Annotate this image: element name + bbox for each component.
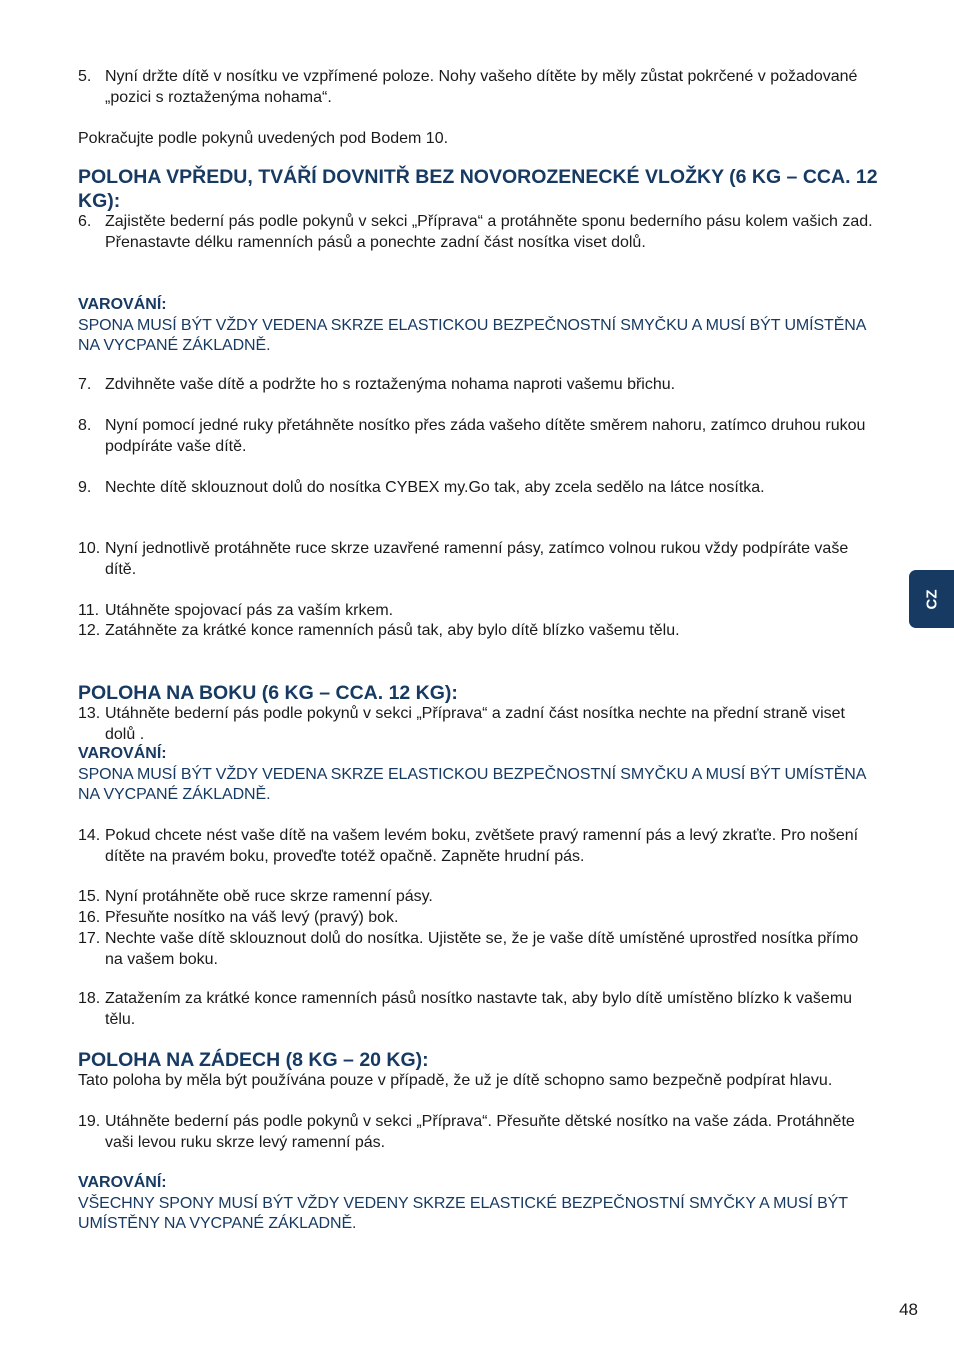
warning-title: VAROVÁNÍ:: [78, 1174, 167, 1191]
page-number: 48: [899, 1300, 918, 1319]
step-text: Zatáhněte za krátké konce ramenních pásů tak, aby bylo dítě blízko vašemu tělu.: [105, 622, 680, 639]
step-11: [78, 601, 878, 622]
step-18: [78, 989, 878, 1030]
warning-1: [78, 295, 878, 357]
step-5: [78, 67, 878, 108]
heading-front-inward: POLOHA VPŘEDU, TVÁŘÍ DOVNITŘ BEZ NOVOROZENECKÉ VLOŽKY (6 KG – CCA. 12 KG):: [78, 166, 878, 212]
language-tab-label: CZ: [923, 589, 940, 609]
step-14: [78, 826, 878, 867]
step-text: Nyní pomocí jedné ruky přetáhněte nosítko přes záda vašeho dítěte směrem nahoru, zatímco druhou rukou podpíráte vaše dítě.: [105, 417, 866, 455]
step-number: 6.: [78, 213, 92, 230]
warning-text: SPONA MUSÍ BÝT VŽDY VEDENA SKRZE ELASTICKOU BEZPEČNOSTNÍ SMYČKU A MUSÍ BÝT UMÍSTĚNA NA VYCPANÉ ZÁKLADNĚ.: [78, 765, 866, 803]
step-text: Utáhněte spojovací pás za vaším krkem.: [105, 602, 394, 619]
step-text: Utáhněte bederní pás podle pokynů v sekci „Příprava“ a zadní část nosítka nechte na přední straně viset dolů .: [105, 705, 845, 743]
step-6: [78, 212, 878, 253]
step-text: Nechte vaše dítě sklouznout dolů do nosítka. Ujistěte se, že je vaše dítě umístěné uprostřed nosítka přímo na vašem boku.: [105, 930, 859, 968]
step-number: 13.: [78, 705, 101, 722]
continue-note: Pokračujte podle pokynů uvedených pod Bodem 10.: [78, 130, 449, 147]
step-text: Nyní protáhněte obě ruce skrze ramenní pásy.: [105, 888, 433, 905]
warning-text: SPONA MUSÍ BÝT VŽDY VEDENA SKRZE ELASTICKOU BEZPEČNOSTNÍ SMYČKU A MUSÍ BÝT UMÍSTĚNA NA VYCPANÉ ZÁKLADNĚ.: [78, 316, 866, 354]
warning-title: VAROVÁNÍ:: [78, 296, 167, 313]
warning-2: [78, 744, 878, 806]
step-number: 8.: [78, 417, 92, 434]
step-number: 9.: [78, 479, 92, 496]
step-7: [78, 375, 878, 396]
step-text: Nyní jednotlivě protáhněte ruce skrze uzavřené ramenní pásy, zatímco volnou rukou vždy podpíráte vaše dítě.: [105, 540, 849, 578]
language-tab: [909, 570, 954, 628]
step-number: 12.: [78, 622, 101, 639]
step-text: Nyní držte dítě v nosítku ve vzpřímené poloze. Nohy vašeho dítěte by měly zůstat pokrčené v požadované „pozici s roztaženýma nohama“.: [105, 68, 858, 106]
step-9: [78, 478, 878, 499]
step-text: Pokud chcete nést vaše dítě na vašem levém boku, zvětšete pravý ramenní pás a levý zkraťte. Pro nošení dítěte na pravém boku, proveďte totéž opačně. Zapněte hrudní pás.: [105, 827, 859, 865]
step-text: Zdvihněte vaše dítě a podržte ho s roztaženýma nohama naproti vašemu břichu.: [105, 376, 676, 393]
warning-title: VAROVÁNÍ:: [78, 745, 167, 762]
step-13: [78, 704, 878, 745]
heading-side: POLOHA NA BOKU (6 KG – CCA. 12 KG):: [78, 682, 458, 704]
step-number: 17.: [78, 930, 101, 947]
step-16: [78, 908, 878, 929]
step-text: Zatažením za krátké konce ramenních pásů nosítko nastavte tak, aby bylo dítě umístěno blízko k vašemu tělu.: [105, 990, 853, 1028]
step-text: Přesuňte nosítko na váš levý (pravý) bok.: [105, 909, 399, 926]
step-number: 10.: [78, 540, 101, 557]
step-number: 7.: [78, 376, 92, 393]
step-number: 16.: [78, 909, 101, 926]
step-17: [78, 929, 878, 970]
back-note: Tato poloha by měla být používána pouze v případě, že už je dítě schopno samo bezpečně podpírat hlavu.: [78, 1072, 833, 1089]
step-number: 14.: [78, 827, 101, 844]
step-10: [78, 539, 878, 580]
step-12: [78, 621, 878, 642]
step-19: [78, 1112, 878, 1153]
step-number: 19.: [78, 1113, 101, 1130]
step-number: 11.: [78, 602, 100, 619]
step-8: [78, 416, 878, 457]
step-number: 5.: [78, 68, 92, 85]
step-text: Nechte dítě sklouznout dolů do nosítka CYBEX my.Go tak, aby zcela sedělo na látce nosítka.: [105, 479, 765, 496]
heading-back: POLOHA NA ZÁDECH (8 KG – 20 KG):: [78, 1049, 429, 1071]
warning-3: [78, 1173, 878, 1235]
warning-text: VŠECHNY SPONY MUSÍ BÝT VŽDY VEDENY SKRZE ELASTICKÉ BEZPEČNOSTNÍ SMYČKY A MUSÍ BÝT UMÍSTĚNY NA VYCPANÉ ZÁKLADNĚ.: [78, 1194, 848, 1232]
step-text: Utáhněte bederní pás podle pokynů v sekci „Příprava“. Přesuňte dětské nosítko na vaše záda. Protáhněte vaši levou ruku skrze levý ramenní pás.: [105, 1113, 855, 1151]
step-number: 18.: [78, 990, 101, 1007]
step-number: 15.: [78, 888, 101, 905]
step-text: Zajistěte bederní pás podle pokynů v sekci „Příprava“ a protáhněte sponu bederního pásu kolem vašich zad. Přenastavte délku ramenních pásů a ponechte zadní část nosítka viset dolů.: [105, 213, 873, 251]
step-15: [78, 887, 878, 908]
